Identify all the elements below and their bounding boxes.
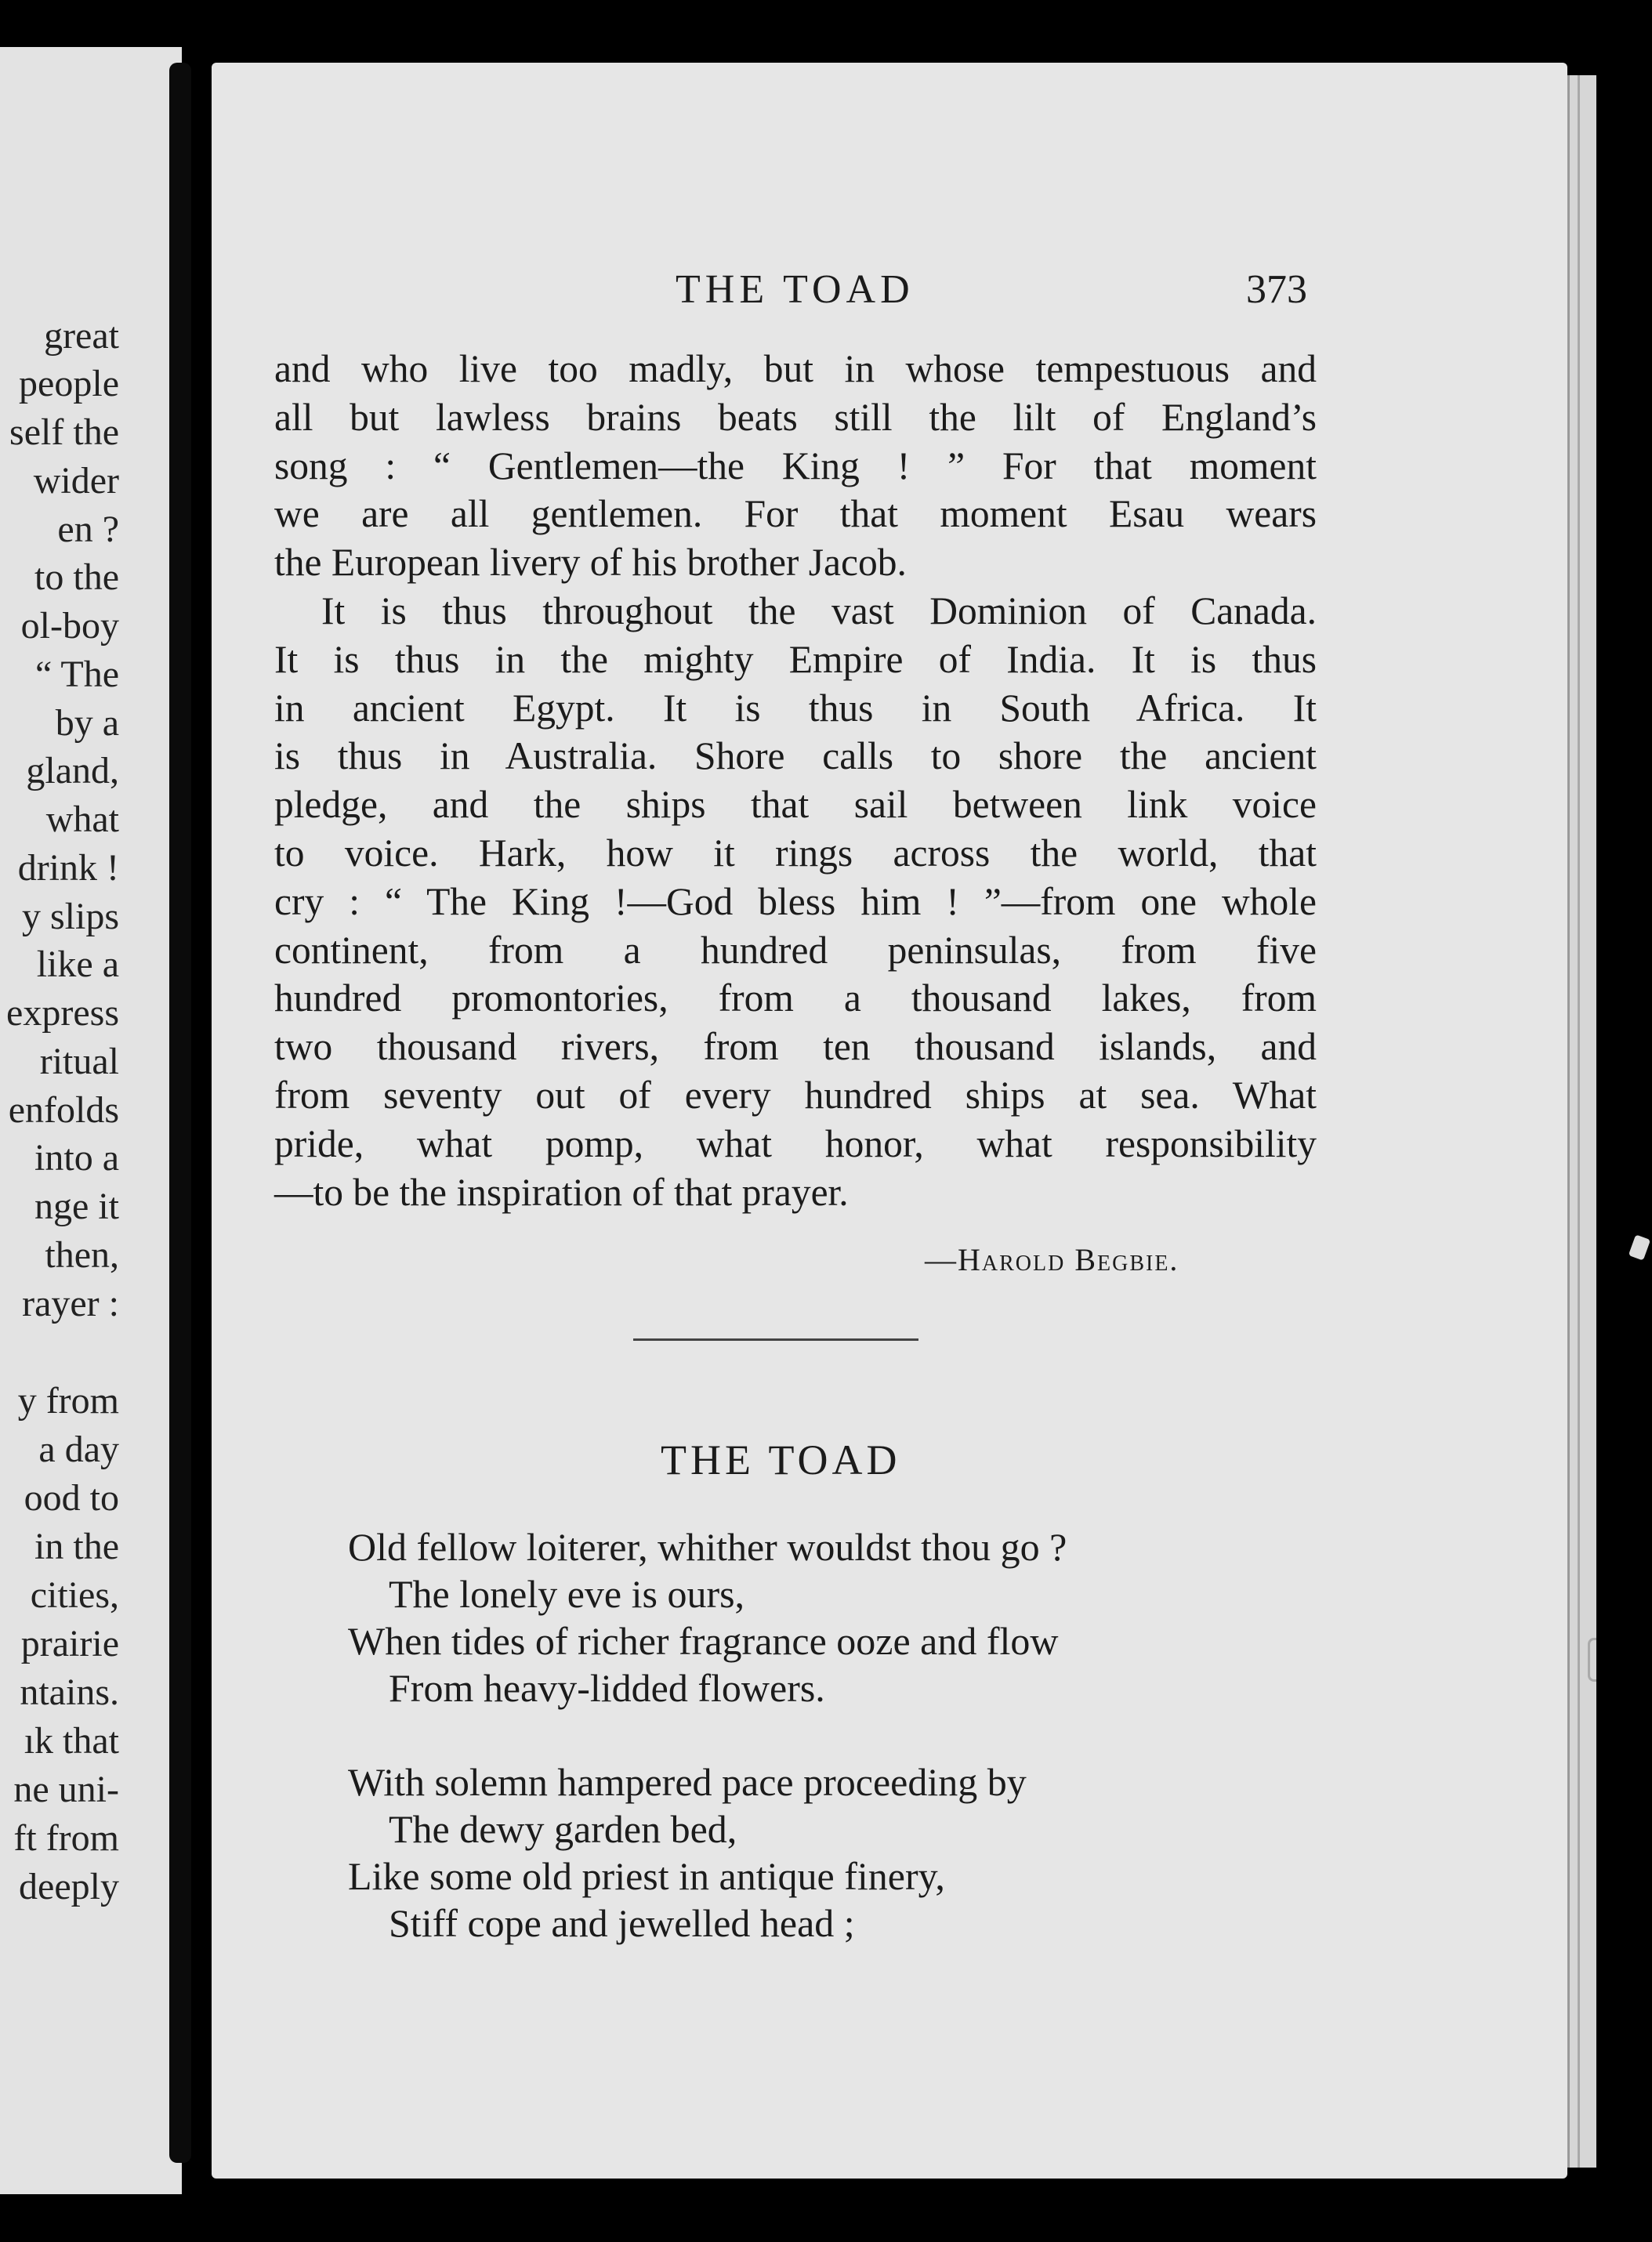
left-page-line: by a [55, 702, 119, 744]
left-page-line: ritual [39, 1041, 119, 1082]
left-page-line: deeply [19, 1866, 119, 1907]
page-number: 373 [1246, 267, 1307, 312]
prose-line: in ancient Egypt. It is thus in South Africa. It [274, 686, 1317, 730]
left-page-line: into a [34, 1137, 119, 1179]
left-page-line: ft from [13, 1817, 119, 1859]
left-page-line: then, [45, 1234, 119, 1276]
left-page-line: ntains. [20, 1672, 119, 1713]
left-page-line: like a [36, 944, 119, 985]
prose-line: It is thus in the mighty Empire of India. It is thus [274, 637, 1317, 681]
edge-bracket [1588, 1638, 1596, 1682]
left-page-line: a day [38, 1429, 119, 1470]
left-page-line: self the [9, 411, 119, 453]
poem-line: Like some old priest in antique finery, [348, 1854, 945, 1898]
poem-line: From heavy-lidded flowers. [389, 1666, 825, 1710]
left-page-line: ol-boy [20, 605, 119, 647]
prose-line: pride, what pomp, what honor, what responsibility [274, 1121, 1317, 1165]
prose-line: from seventy out of every hundred ships at sea. What [274, 1073, 1317, 1117]
left-page-line: drink ! [17, 847, 119, 889]
prose-line: the European livery of his brother Jacob. [274, 541, 907, 585]
prose-line: hundred promontories, from a thousand lakes, from [274, 976, 1317, 1020]
section-divider [633, 1338, 918, 1341]
poem-title: THE TOAD [661, 1436, 901, 1483]
left-page-line: prairie [20, 1623, 119, 1664]
left-page-line: rayer : [22, 1283, 119, 1324]
stanza-gap [348, 1711, 1067, 1758]
poem-line: The dewy garden bed, [389, 1807, 737, 1851]
poem-line: With solemn hampered pace proceeding by [348, 1760, 1027, 1804]
left-page-line: great [44, 315, 119, 357]
prose-line: cry : “ The King !—God bless him ! ”—from one whole [274, 879, 1317, 923]
poem-line: Old fellow loiterer, whither wouldst thou go ? [348, 1525, 1067, 1569]
left-page-line: people [19, 363, 119, 404]
prose-line: and who live too madly, but in whose tempestuous and [274, 347, 1317, 390]
left-page-line: in the [34, 1526, 119, 1567]
left-page-line: cities, [30, 1574, 119, 1616]
poem-stanza [348, 1523, 1067, 1711]
left-page-line: ık that [24, 1720, 119, 1762]
left-page-line: to the [34, 556, 119, 598]
prose-line: continent, from a hundred peninsulas, from five [274, 928, 1317, 972]
prose-line: two thousand rivers, from ten thousand islands, and [274, 1025, 1317, 1069]
left-page-line: y slips [21, 896, 119, 937]
poem-line: When tides of richer fragrance ooze and flow [348, 1619, 1059, 1663]
left-page-line: wider [33, 460, 119, 502]
left-page-line: “ The [34, 654, 119, 695]
poem-line: The lonely eve is ours, [389, 1572, 745, 1616]
left-page-line: ne uni- [13, 1769, 119, 1810]
prose-line: all but lawless brains beats still the lilt of England’s [274, 395, 1317, 439]
poem-line: Stiff cope and jewelled head ; [389, 1901, 855, 1945]
poem-stanza [348, 1758, 1067, 1947]
prose-line: —to be the inspiration of that prayer. [274, 1170, 849, 1214]
left-page-line: y from [17, 1380, 119, 1422]
edge-marker [1628, 1234, 1650, 1260]
page-edge [1567, 75, 1596, 2168]
prose-line: we are all gentlemen. For that moment Esau wears [274, 492, 1317, 536]
book-spine [169, 63, 191, 2163]
left-page-line: ood to [24, 1477, 119, 1519]
left-page-line: nge it [34, 1186, 119, 1227]
running-head: THE TOAD [676, 267, 915, 312]
left-page-line: what [45, 799, 119, 840]
left-page-fragment [0, 47, 182, 2194]
poem [348, 1523, 1067, 1947]
left-page-line: gland, [26, 750, 119, 791]
left-page-line: en ? [57, 509, 119, 550]
prose-passage [274, 345, 1317, 1216]
attribution: —Harold Begbie. [925, 1242, 1179, 1277]
left-page-line: enfolds [8, 1089, 119, 1131]
left-page-line: express [6, 992, 119, 1034]
prose-line: song : “ Gentlemen—the King ! ” For that moment [274, 444, 1317, 487]
prose-line: is thus in Australia. Shore calls to shore the ancient [274, 734, 1317, 778]
prose-line: to voice. Hark, how it rings across the world, that [274, 831, 1317, 875]
prose-line: It is thus throughout the vast Dominion of Canada. [321, 589, 1317, 632]
prose-line: pledge, and the ships that sail between link voice [274, 783, 1317, 827]
